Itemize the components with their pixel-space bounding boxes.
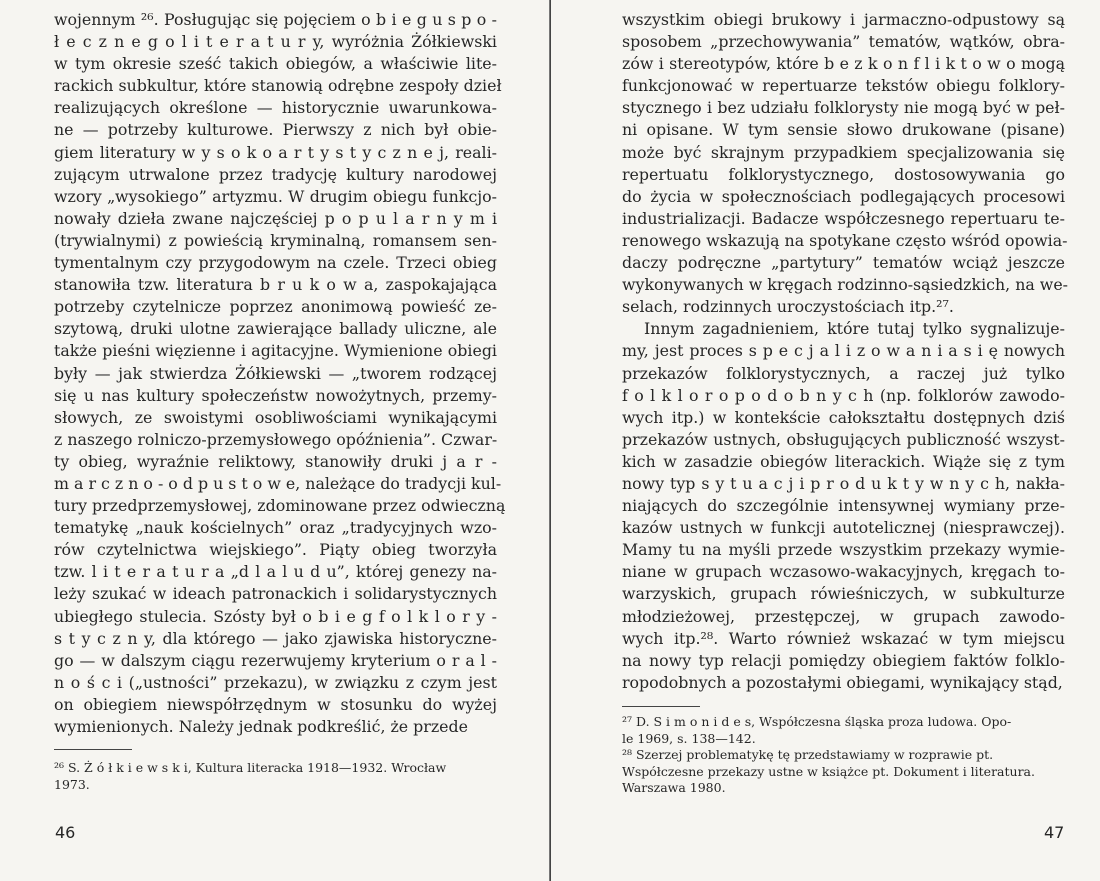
- text-line: z naszego rolniczo-przemysłowego opóźnienia”. Czwar-: [54, 429, 498, 449]
- text-line: w tym okresie sześć takich obiegów, a właściwie lite-: [54, 54, 497, 74]
- right-page: [551, 0, 1100, 881]
- footnote-line: ²⁸ Szerzej problematykę tę przedstawiamy w rozprawie pt.: [622, 747, 994, 762]
- text-line: rów czytelnictwa wiejskiego”. Piąty obieg tworzyła: [54, 540, 497, 560]
- footnote-rule: [622, 706, 700, 707]
- text-line: giem literatury w y s o k o a r t y s t y c z n e j, reali-: [54, 142, 497, 162]
- text-line: leży szukać w ideach patronackich i solidarystycznych: [54, 584, 497, 604]
- text-line: potrzeby czytelnicze poprzez anonimową powieść ze-: [54, 297, 497, 317]
- text-line: n o ś c i („ustności” przekazu), w związku z czym jest: [54, 672, 497, 692]
- text-line: może być skrajnym przypadkiem specjalizowania się: [622, 142, 1065, 162]
- text-line: tymentalnym czy przygodowym na czele. Trzeci obieg: [54, 253, 497, 273]
- left-page-footnotes: [54, 760, 497, 793]
- left-page: [0, 0, 549, 881]
- text-line: go — w dalszym ciągu rezerwujemy kryterium o r a l -: [54, 650, 497, 670]
- text-line: selach, rodzinnych uroczystościach itp.²⁷.: [622, 297, 954, 317]
- text-line: zującym utrwalone przez tradycję kultury narodowej: [54, 164, 497, 184]
- text-line: sposobem „przechowywania” tematów, wątków, obra-: [622, 32, 1065, 52]
- text-line: stycznego i bez udziału folklorysty nie mogą być w peł-: [622, 98, 1065, 118]
- text-line: na nowy typ relacji pomiędzy obiegiem faktów folklo-: [622, 650, 1065, 670]
- text-line: wszystkim obiegi brukowy i jarmaczno-odpustowy są: [622, 10, 1065, 29]
- text-line: wymienionych. Należy jednak podkreślić, że przede: [54, 717, 468, 736]
- text-line: zów i stereotypów, które b e z k o n f l i k t o w o mogą: [622, 54, 1065, 74]
- text-line: my, jest proces s p e c j a l i z o w a n i a s i ę nowych: [622, 341, 1065, 361]
- text-line: renowego wskazują na spotykane często wśród opowia-: [622, 230, 1068, 250]
- text-line: s t y c z n y, dla którego — jako zjawiska historyczne-: [54, 628, 497, 648]
- text-line: ne — potrzeby kulturowe. Pierwszy z nich był obie-: [54, 120, 497, 140]
- text-line: (trywialnymi) z powieścią kryminalną, romansem sen-: [54, 230, 497, 250]
- text-line: wojennym ²⁶. Posługując się pojęciem o b i e g u s p o -: [54, 10, 497, 29]
- text-line: były — jak stwierdza Żółkiewski — „tworem rodzącej: [54, 363, 497, 383]
- text-line: repertuatu folklorystycznego, dostosowywania go: [622, 164, 1065, 184]
- text-line: ł e c z n e g o l i t e r a t u r y, wyróżnia Żółkiewski: [54, 32, 497, 52]
- text-line: wykonywanych w kręgach rodzinno-sąsiedzkich, na we-: [622, 275, 1069, 295]
- text-line: tematykę „nauk kościelnych” oraz „tradycyjnych wzo-: [54, 518, 497, 538]
- text-line: ropodobnych a pozostałymi obiegami, wynikający stąd,: [622, 672, 1063, 692]
- text-line: wzory „wysokiego” artyzmu. W drugim obiegu funkcjo-: [54, 186, 497, 206]
- footnote-line: ²⁶ S. Ż ó ł k i e w s k i, Kultura literacka 1918—1932. Wrocław: [54, 760, 447, 775]
- footnote-line: ²⁷ D. S i m o n i d e s, Współczesna śląska proza ludowa. Opo-: [622, 714, 1012, 729]
- text-line: wych itp.) w kontekście całokształtu dostępnych dziś: [622, 407, 1065, 427]
- text-line: funkcjonować w repertuarze tekstów obiegu folklory-: [622, 76, 1065, 96]
- text-line: szytową, druki ulotne zawierające ballady uliczne, ale: [54, 319, 497, 339]
- text-line: nowy typ s y t u a c j i p r o d u k t y w n y c h, nakła-: [622, 473, 1065, 493]
- footnote-line: Współczesne przekazy ustne w książce pt. Dokument i literatura.: [622, 763, 1035, 779]
- text-line: wych itp.²⁸. Warto również wskazać w tym miejscu: [622, 628, 1065, 648]
- text-line: m a r c z n o - o d p u s t o w e, należące do tradycji kul-: [54, 473, 502, 493]
- footnote-rule: [54, 749, 132, 750]
- text-line: ty obieg, wyraźnie reliktowy, stanowiły druki j a r -: [54, 451, 497, 471]
- text-line: słowych, ze swoistymi osobliwościami wynikającymi: [54, 407, 497, 427]
- text-line: do życia w społecznościach podlegających procesowi: [622, 186, 1065, 206]
- text-line: także pieśni więzienne i agitacyjne. Wymienione obiegi: [54, 341, 497, 361]
- text-line: tury przedprzemysłowej, zdominowane przez odwieczną: [54, 496, 506, 516]
- text-line: stanowiła tzw. literatura b r u k o w a, zaspokajająca: [54, 275, 497, 295]
- text-line: nowały dzieła zwane najczęściej p o p u l a r n y m i: [54, 208, 497, 228]
- text-line: ubiegłego stulecia. Szósty był o b i e g f o l k l o r y -: [54, 606, 497, 626]
- text-line: Innym zagadnieniem, które tutaj tylko sygnalizuje-: [644, 319, 1065, 339]
- text-line: ni opisane. W tym sensie słowo drukowane (pisane): [622, 120, 1065, 140]
- page-number: 47: [1044, 823, 1065, 842]
- text-line: on obiegiem niewspółrzędnym w stosunku do wyżej: [54, 694, 497, 714]
- text-line: rackich subkultur, które stanowią odrębne zespoły dzieł: [54, 76, 502, 96]
- text-line: f o l k l o r o p o d o b n y c h (np. folklorów zawodo-: [622, 385, 1065, 405]
- text-line: kazów ustnych w funkcji autotelicznej (niesprawczej).: [622, 518, 1065, 538]
- text-line: młodzieżowej, przestępczej, w grupach zawodo-: [622, 606, 1065, 626]
- page-number: 46: [55, 823, 76, 842]
- text-line: realizujących określone — historycznie uwarunkowa-: [54, 98, 497, 118]
- footnote-line: 1973.: [54, 776, 90, 792]
- text-line: industrializacji. Badacze współczesnego repertuaru te-: [622, 208, 1065, 228]
- text-line: tzw. l i t e r a t u r a „d l a l u d u”, której genezy na-: [54, 562, 497, 582]
- text-line: kich w zasadzie obiegów literackich. Wiąże się z tym: [622, 451, 1065, 471]
- text-line: warzyskich, grupach rówieśniczych, w subkulturze: [622, 584, 1065, 604]
- footnote-line: Warszawa 1980.: [622, 780, 726, 795]
- text-line: daczy podręczne „partytury” tematów wciąż jeszcze: [622, 253, 1065, 273]
- right-page-body: [622, 9, 1069, 694]
- footnote-line: le 1969, s. 138—142.: [622, 730, 756, 746]
- text-line: się u nas kultury społeczeństw nowożytnych, przemy-: [54, 385, 497, 405]
- text-line: Mamy tu na myśli przede wszystkim przekazy wymie-: [622, 540, 1065, 560]
- text-line: niane w grupach wczasowo-wakacyjnych, kręgach to-: [622, 562, 1065, 582]
- text-line: przekazów ustnych, obsługujących publiczność wszyst-: [622, 429, 1065, 449]
- text-line: przekazów folklorystycznych, a raczej już tylko: [622, 363, 1065, 383]
- left-page-body: [54, 9, 506, 738]
- text-line: niających do szczególnie intensywnej wymiany prze-: [622, 496, 1065, 516]
- right-page-footnotes: [622, 714, 1065, 797]
